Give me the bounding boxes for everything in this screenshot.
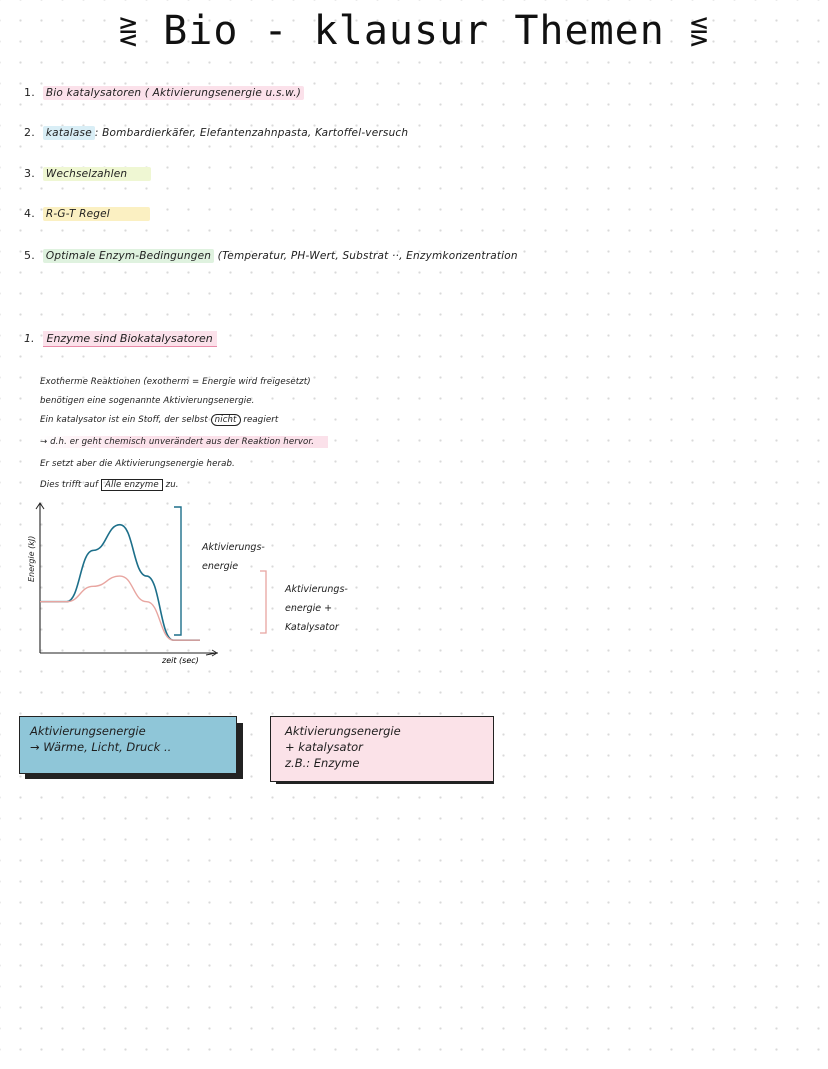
section-heading-text: Enzyme sind Biokatalysatoren <box>43 331 217 347</box>
title-text: Bio - klausur Themen <box>163 8 665 54</box>
chart-y-axis-label: Energie (kJ) <box>27 535 36 582</box>
topic-lead: Optimale Enzym-Bedingungen <box>43 249 214 263</box>
title-left-decoration: ⋛ <box>119 13 139 48</box>
chart-x-axis-label: zeit (sec) <box>162 656 199 665</box>
annotation-activation-energy-catalyst: Aktivierungs- energie + Katalysator <box>285 584 348 633</box>
topic-text: : Bombardierkäfer, Elefantenzahnpasta, Kartoffel-versuch <box>94 127 409 139</box>
topic-text: R-G-T Regel <box>43 207 150 221</box>
note-line-3: Ein katalysator ist ein Stoff, der selbst nicht reagiert <box>40 415 279 425</box>
bracket-activation-energy <box>174 507 181 635</box>
topic-item-1: 1. Bio katalysatoren ( Aktivierungsenergie u.s.w.) <box>24 86 304 99</box>
topic-text: Bio katalysatoren ( Aktivierungsenergie u.s.w.) <box>43 86 304 100</box>
topic-lead: katalase <box>43 126 95 140</box>
note-line-1: Exotherme Reaktionen (exotherm = Energie wird freigesetzt) <box>40 377 311 387</box>
boxed-word: Alle enzyme <box>101 479 163 491</box>
topic-text: (Temperatur, PH-Wert, Substrat ··, Enzymkonzentration <box>214 250 518 262</box>
note-line-5: Er setzt aber die Aktivierungsenergie herab. <box>40 459 235 469</box>
topic-item-4: 4. R-G-T Regel <box>24 207 150 220</box>
topic-item-3: 3. Wechselzahlen <box>24 167 151 180</box>
card-activation-energy: Aktivierungsenergie → Wärme, Licht, Druck .. <box>19 716 237 774</box>
card-activation-energy-catalyst: Aktivierungsenergie + katalysator z.B.: Enzyme <box>270 716 494 782</box>
bracket-activation-energy-catalyst <box>260 571 266 633</box>
note-line-4: → d.h. er geht chemisch unverändert aus der Reaktion hervor. <box>40 436 328 448</box>
section-heading: 1. Enzyme sind Biokatalysatoren <box>24 332 217 345</box>
note-line-2: benötigen eine sogenannte Aktivierungsenergie. <box>40 396 255 406</box>
topic-item-2: 2. katalase : Bombardierkäfer, Elefantenzahnpasta, Kartoffel-versuch <box>24 126 409 139</box>
page-title <box>0 8 828 54</box>
note-line-6: Dies trifft auf Alle enzyme zu. <box>40 480 179 490</box>
topic-item-5: 5. Optimale Enzym-Bedingungen (Temperatur, PH-Wert, Substrat ··, Enzymkonzentration <box>24 249 518 262</box>
title-right-decoration: ⋚ <box>689 13 709 48</box>
topic-text: Wechselzahlen <box>43 167 151 181</box>
circled-word: nicht <box>211 414 241 426</box>
annotation-activation-energy: Aktivierungs- energie <box>202 542 265 572</box>
